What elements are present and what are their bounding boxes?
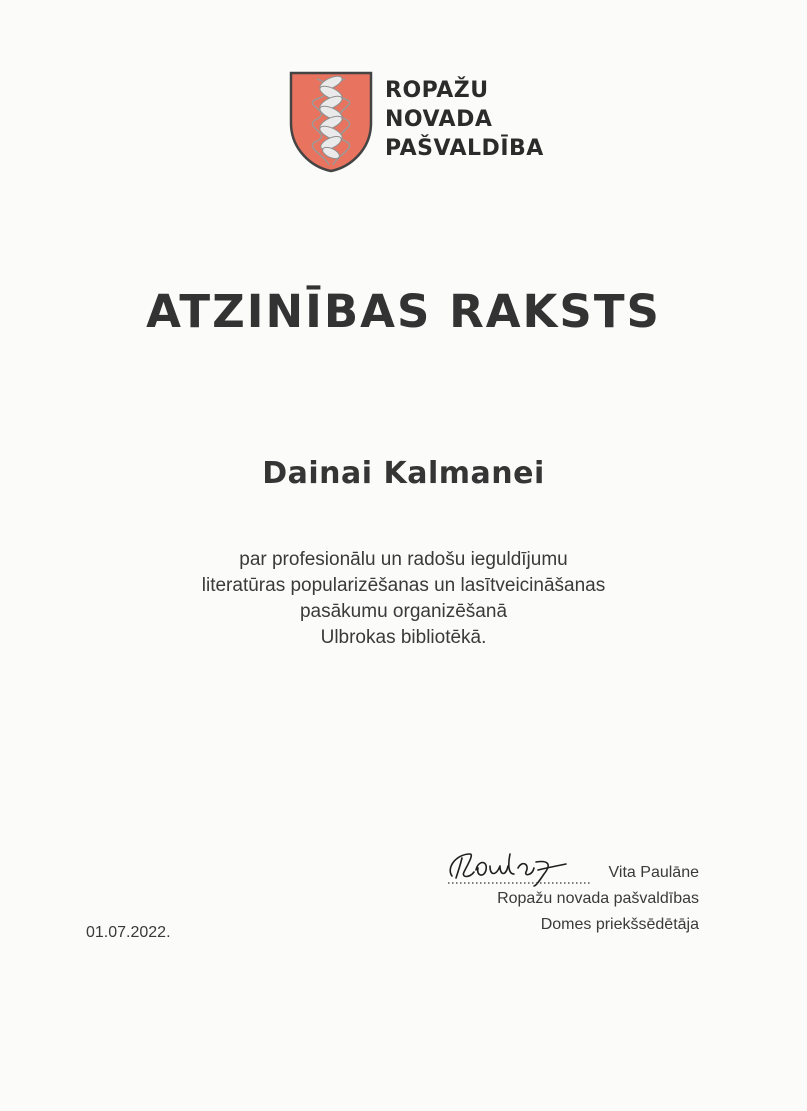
organization-name: [385, 76, 544, 163]
recipient-name: Dainai Kalmanei: [262, 456, 545, 491]
braided-shield-icon: [289, 71, 373, 173]
document-title: ATZINĪBAS RAKSTS: [146, 285, 661, 338]
org-line-2: NOVADA: [385, 107, 493, 132]
reason-line-1: par profesionālu un radošu ieguldījumu: [239, 549, 568, 570]
reason-line-4: Ulbrokas bibliotēkā.: [320, 627, 487, 648]
signatory-org: Ropažu novada pašvaldības: [497, 890, 699, 907]
signatory-block: [497, 860, 699, 938]
org-line-1: ROPAŽU: [385, 78, 489, 103]
award-reason: [0, 547, 807, 651]
reason-line-3: pasākumu organizēšanā: [299, 601, 508, 622]
reason-line-2: literatūras popularizēšanas un lasītveicināšanas: [201, 575, 606, 596]
municipality-logo: [289, 71, 559, 176]
org-line-3: PAŠVALDĪBA: [385, 136, 544, 161]
signatory-position: Domes priekšsēdētāja: [540, 916, 699, 933]
signatory-name: Vita Paulāne: [608, 864, 699, 881]
issue-date: 01.07.2022.: [86, 924, 171, 941]
